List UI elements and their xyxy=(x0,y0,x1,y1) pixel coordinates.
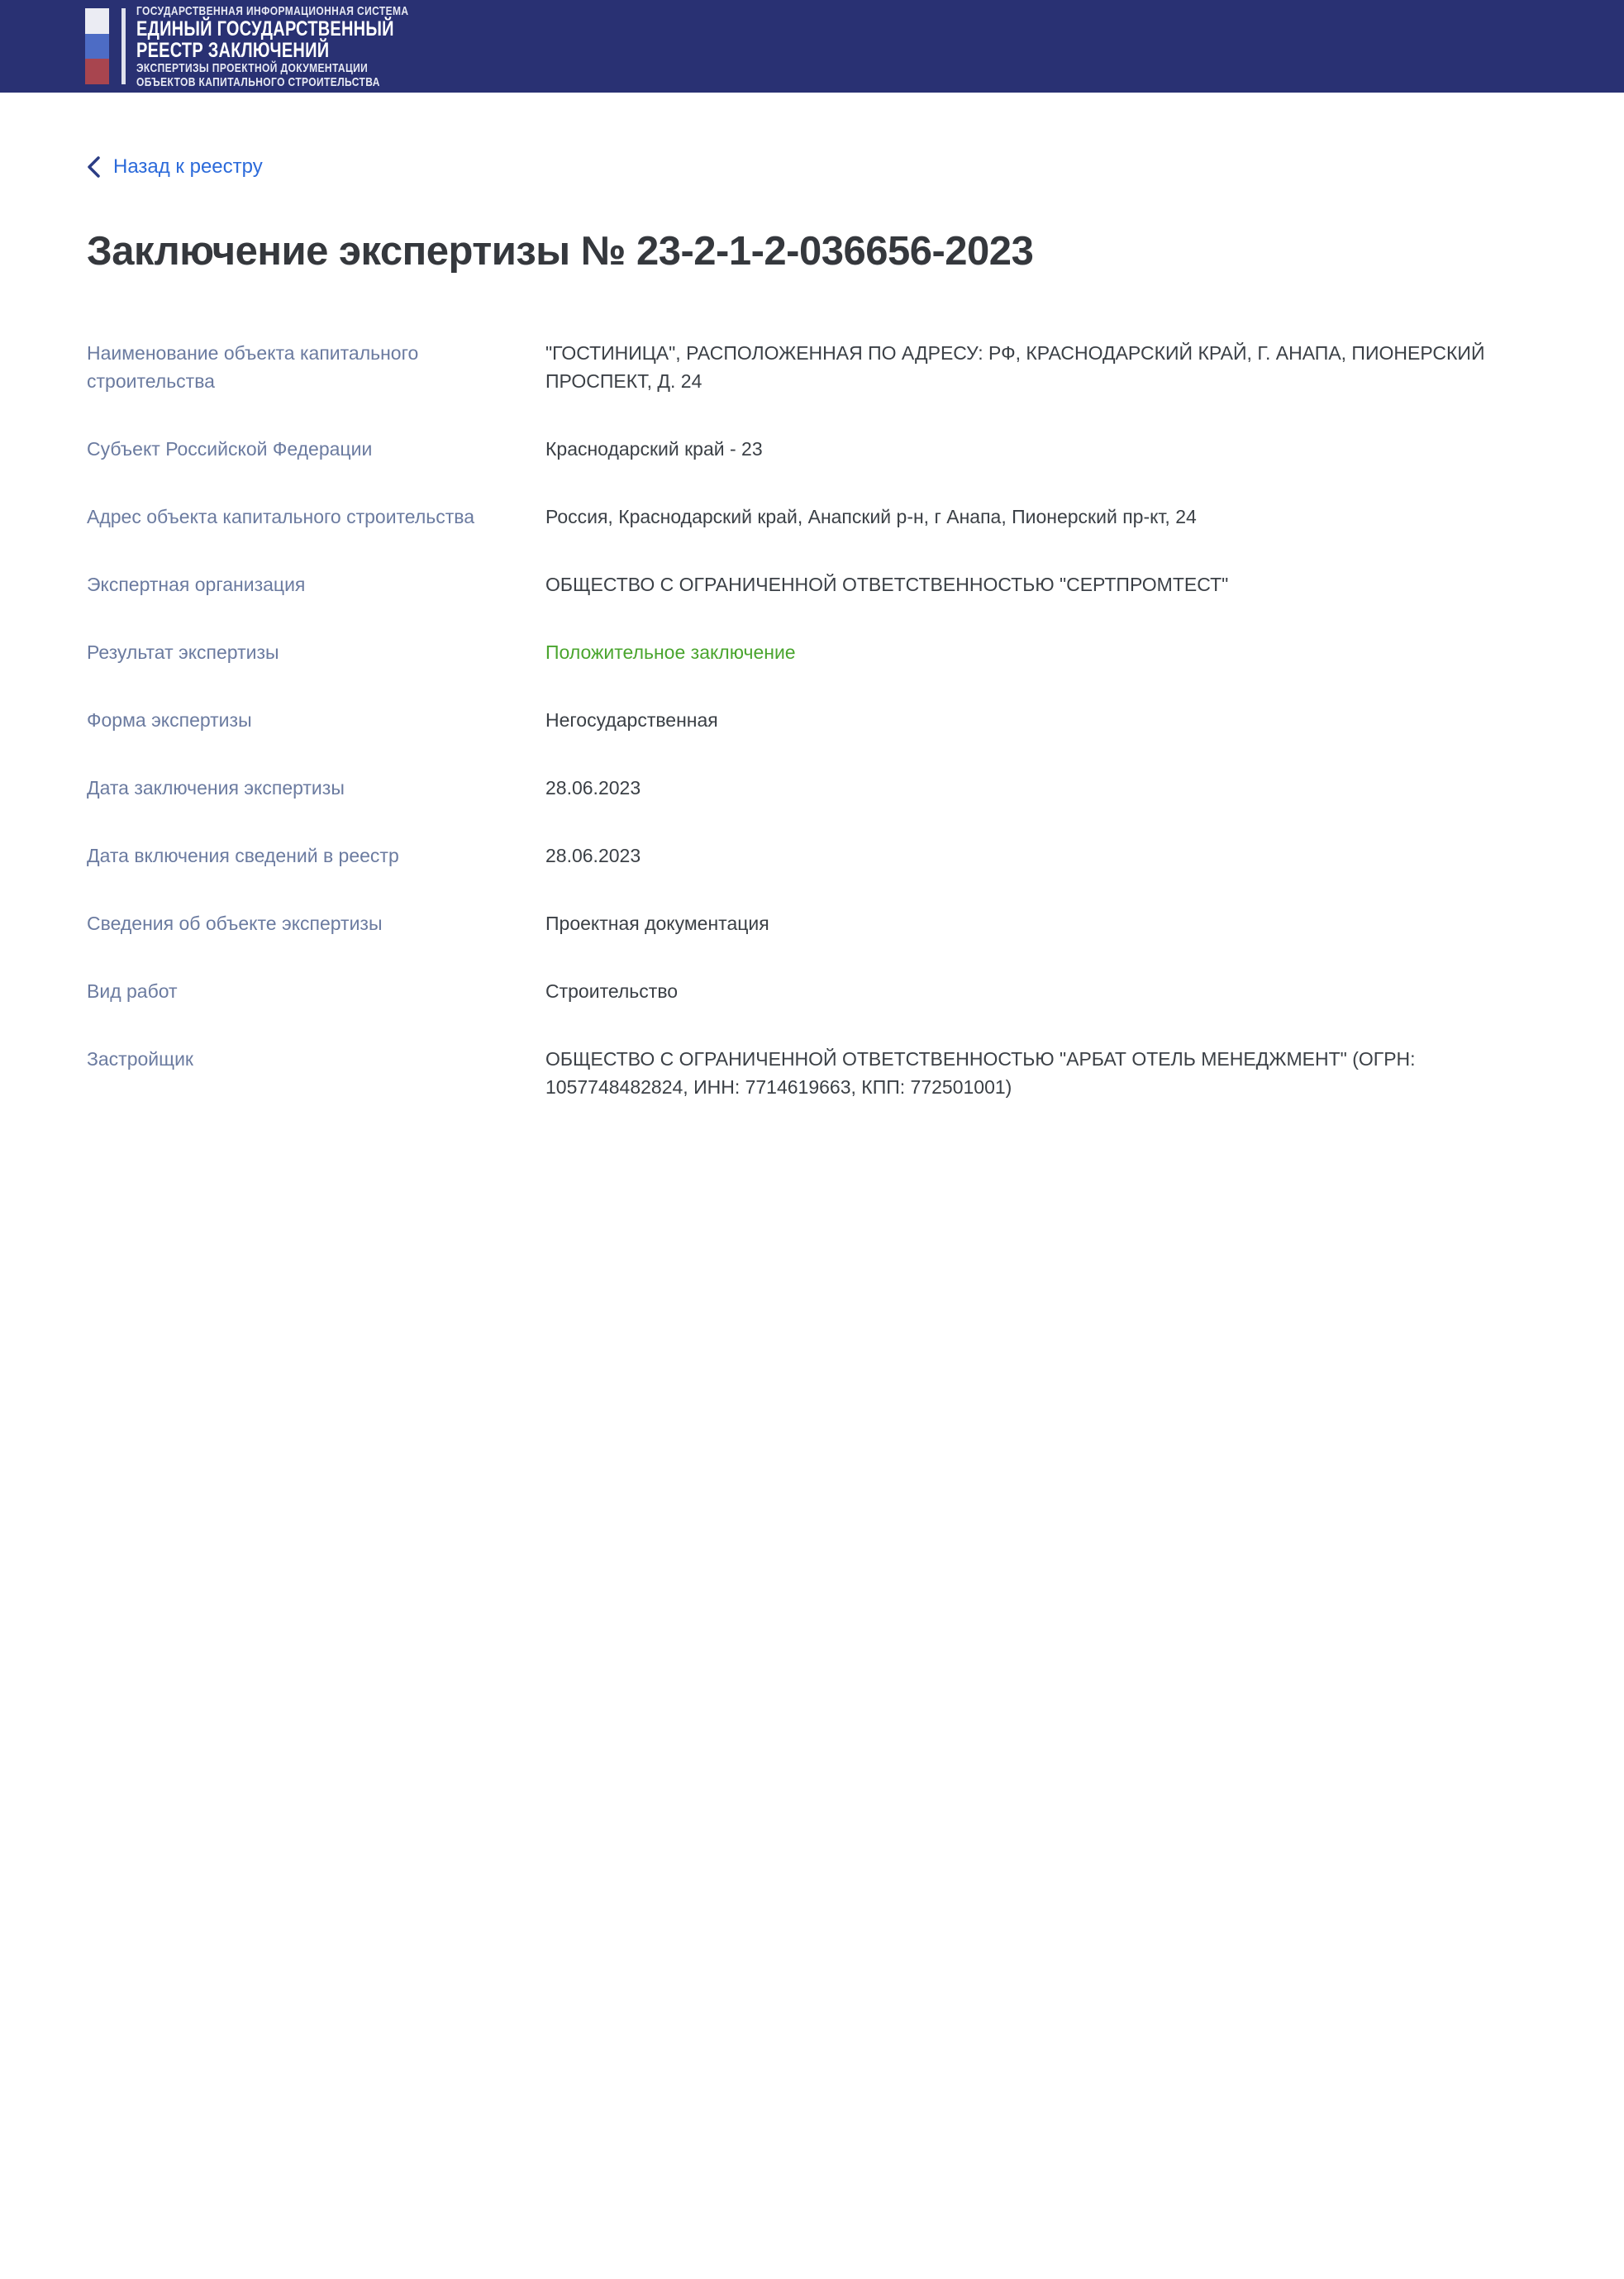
header-system-label: ГОСУДАРСТВЕННАЯ ИНФОРМАЦИОННАЯ СИСТЕМА xyxy=(136,3,409,18)
fields-list xyxy=(87,339,1537,1101)
page-title: Заключение экспертизы № 23-2-1-2-036656-2023 xyxy=(87,229,1034,274)
header-title-line1: ЕДИНЫЙ ГОСУДАРСТВЕННЫЙ xyxy=(136,17,394,41)
field-row xyxy=(87,1045,1537,1101)
field-label: Вид работ xyxy=(87,980,178,1002)
field-label: Результат экспертизы xyxy=(87,641,279,663)
field-value: ОБЩЕСТВО С ОГРАНИЧЕННОЙ ОТВЕТСТВЕННОСТЬЮ "АРБАТ ОТЕЛЬ МЕНЕДЖМЕНТ" (ОГРН: 1057748482824, ИНН: 7714619663, КПП: 772501001) xyxy=(545,1048,1416,1098)
field-value: Положительное заключение xyxy=(545,641,796,663)
field-value: 28.06.2023 xyxy=(545,845,641,866)
field-row xyxy=(87,570,1537,598)
field-row xyxy=(87,774,1537,802)
flag-stripe-white xyxy=(85,8,109,34)
header-subtitle-line1: ЭКСПЕРТИЗЫ ПРОЕКТНОЙ ДОКУМЕНТАЦИИ xyxy=(136,60,369,75)
field-row xyxy=(87,706,1537,734)
conclusion-detail-page xyxy=(0,93,1624,1101)
field-label: Форма экспертизы xyxy=(87,709,252,731)
field-row xyxy=(87,503,1537,531)
field-value: Негосударственная xyxy=(545,709,718,731)
field-row xyxy=(87,339,1537,395)
field-label: Дата заключения экспертизы xyxy=(87,777,345,799)
field-label: Наименование объекта капитального строительства xyxy=(87,342,419,392)
field-value: Проектная документация xyxy=(545,913,769,934)
back-link-label: Назад к реестру xyxy=(113,155,263,178)
field-value: Краснодарский край - 23 xyxy=(545,438,763,460)
field-label: Застройщик xyxy=(87,1048,193,1070)
field-row xyxy=(87,842,1537,870)
header-subtitle-line2: ОБЪЕКТОВ КАПИТАЛЬНОГО СТРОИТЕЛЬСТВА xyxy=(136,74,380,89)
russian-flag-icon xyxy=(85,8,109,84)
back-to-registry-link[interactable] xyxy=(87,155,263,179)
field-row xyxy=(87,909,1537,937)
field-label: Экспертная организация xyxy=(87,574,306,595)
field-label: Адрес объекта капитального строительства xyxy=(87,506,475,527)
field-row xyxy=(87,638,1537,666)
field-value: Россия, Краснодарский край, Анапский р-н, г Анапа, Пионерский пр-кт, 24 xyxy=(545,506,1197,527)
logo-divider xyxy=(121,8,126,84)
field-value: "ГОСТИНИЦА", РАСПОЛОЖЕННАЯ ПО АДРЕСУ: РФ, КРАСНОДАРСКИЙ КРАЙ, Г. АНАПА, ПИОНЕРСКИЙ ПРОСПЕКТ, Д. 24 xyxy=(545,342,1485,392)
flag-stripe-red xyxy=(85,59,109,84)
app-header xyxy=(0,0,1624,93)
field-label: Дата включения сведений в реестр xyxy=(87,845,399,866)
field-row xyxy=(87,977,1537,1005)
header-title-line2: РЕЕСТР ЗАКЛЮЧЕНИЙ xyxy=(136,38,330,62)
field-label: Сведения об объекте экспертизы xyxy=(87,913,383,934)
logo-wordmark xyxy=(136,4,477,89)
field-value: ОБЩЕСТВО С ОГРАНИЧЕННОЙ ОТВЕТСТВЕННОСТЬЮ "СЕРТПРОМТЕСТ" xyxy=(545,574,1229,595)
field-value: 28.06.2023 xyxy=(545,777,641,799)
flag-stripe-blue xyxy=(85,34,109,60)
egrz-logo[interactable] xyxy=(85,4,477,89)
field-value: Строительство xyxy=(545,980,679,1002)
field-label: Субъект Российской Федерации xyxy=(87,438,373,460)
chevron-left-icon xyxy=(87,156,100,178)
field-row xyxy=(87,435,1537,463)
